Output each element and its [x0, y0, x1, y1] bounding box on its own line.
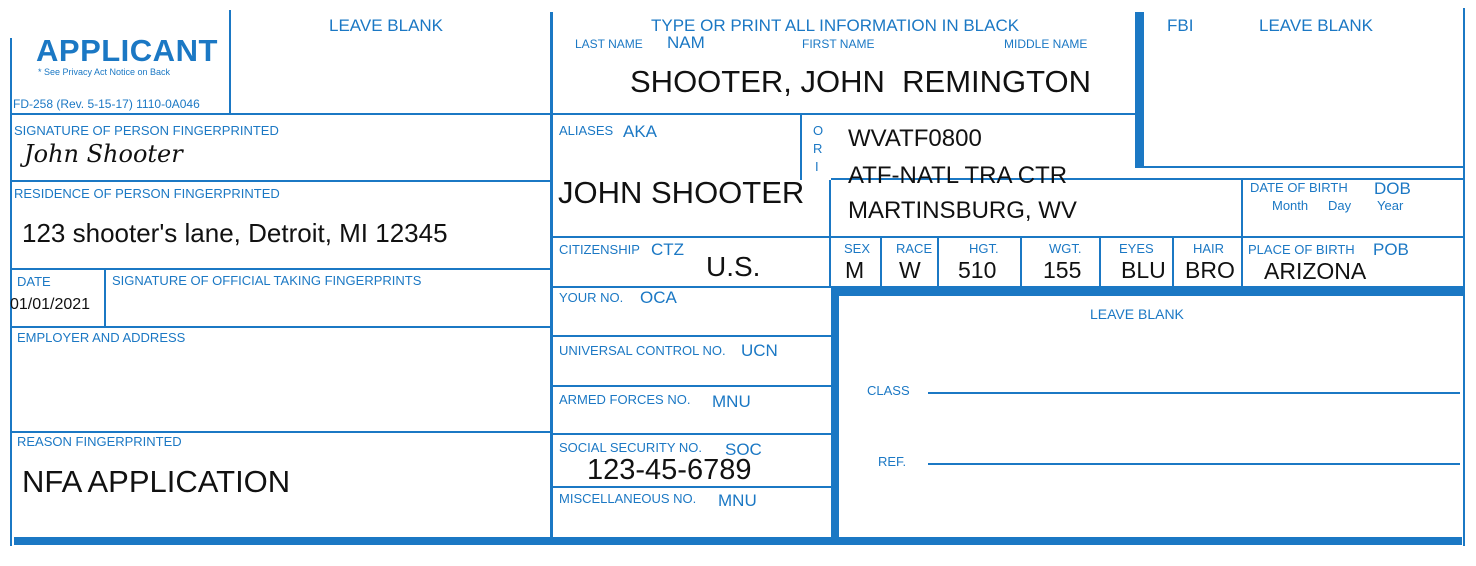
- dob-month-label: Month: [1272, 198, 1309, 213]
- aliases-label: ALIASES: [559, 123, 614, 138]
- citizenship-code: CTZ: [651, 240, 685, 259]
- weight-value[interactable]: 155: [1043, 257, 1082, 283]
- ori-letter-i: I: [815, 159, 819, 174]
- h-name-bottom: [553, 113, 1137, 115]
- h-right-soc: [553, 486, 831, 488]
- h-leave-blank-top: [831, 286, 1465, 296]
- pob-value[interactable]: ARIZONA: [1264, 258, 1367, 284]
- ucn-code: UCN: [741, 341, 778, 360]
- your-no-code: OCA: [640, 288, 677, 307]
- h-right-oca: [553, 335, 831, 337]
- eyes-value[interactable]: BLU: [1121, 257, 1166, 283]
- pob-code: POB: [1373, 240, 1409, 259]
- sex-label: SEX: [844, 241, 871, 256]
- class-line: [928, 392, 1460, 394]
- reason-value[interactable]: NFA APPLICATION: [22, 464, 291, 499]
- applicant-title: APPLICANT: [36, 33, 218, 68]
- ori-line-2[interactable]: ATF-NATL TRA CTR: [848, 162, 1068, 189]
- v-hair-pob: [1241, 238, 1243, 286]
- dob-day-label: Day: [1328, 198, 1352, 213]
- print-instruction: TYPE OR PRINT ALL INFORMATION IN BLACK: [651, 16, 1020, 35]
- ssn-value[interactable]: 123-45-6789: [587, 454, 752, 486]
- fbi-leave-blank: LEAVE BLANK: [1259, 16, 1374, 35]
- citizenship-value[interactable]: U.S.: [706, 251, 761, 282]
- v-hgt-wgt: [1020, 238, 1022, 286]
- fbi-label: FBI: [1167, 16, 1194, 35]
- h-left-2: [10, 180, 553, 182]
- citizenship-label: CITIZENSHIP: [559, 242, 640, 257]
- race-value[interactable]: W: [899, 257, 921, 283]
- ori-line-3[interactable]: MARTINSBURG, WV: [848, 197, 1077, 224]
- h-ctz-top: [553, 236, 1465, 238]
- h-left-5: [10, 431, 553, 433]
- v-fbi-left: [1135, 12, 1144, 168]
- ori-letter-o: O: [813, 123, 824, 138]
- armed-forces-label: ARMED FORCES NO.: [559, 392, 691, 407]
- race-label: RACE: [896, 241, 933, 256]
- height-label: HGT.: [969, 241, 999, 256]
- full-name-value[interactable]: SHOOTER, JOHN REMINGTON: [630, 64, 1092, 99]
- h-right-ucn: [553, 385, 831, 387]
- v-date-divider: [104, 270, 106, 326]
- h-fbi-bottom: [1140, 166, 1465, 168]
- employer-label: EMPLOYER AND ADDRESS: [17, 330, 186, 345]
- signature-person-value[interactable]: John Shooter: [24, 140, 183, 168]
- h-right-mnu: [553, 433, 831, 435]
- hair-label: HAIR: [1193, 241, 1225, 256]
- v-ori-left: [800, 115, 802, 180]
- armed-forces-code: MNU: [712, 392, 751, 411]
- bottom-border: [14, 537, 1462, 545]
- signature-person-label: SIGNATURE OF PERSON FINGERPRINTED: [14, 123, 279, 138]
- v-ctz-right: [829, 238, 831, 286]
- ori-line-1[interactable]: WVATF0800: [848, 125, 982, 152]
- residence-label: RESIDENCE OF PERSON FINGERPRINTED: [14, 186, 280, 201]
- eyes-label: EYES: [1119, 241, 1154, 256]
- v-dob-left: [1241, 180, 1243, 236]
- v-wgt-eyes: [1099, 238, 1101, 286]
- ori-letter-r: R: [813, 141, 823, 156]
- ref-line: [928, 463, 1460, 465]
- h-left-4: [10, 326, 553, 328]
- h-ctz-bottom: [553, 286, 833, 288]
- form-number: FD-258 (Rev. 5-15-17) 1110-0A046: [13, 97, 200, 111]
- dob-year-label: Year: [1377, 198, 1404, 213]
- signature-official-label: SIGNATURE OF OFFICIAL TAKING FINGERPRINTS: [112, 273, 422, 288]
- name-code: NAM: [667, 33, 705, 52]
- ssn-code: SOC: [725, 440, 762, 459]
- right-border: [1463, 8, 1465, 546]
- pob-label: PLACE OF BIRTH: [1248, 242, 1355, 257]
- date-value[interactable]: 01/01/2021: [10, 296, 91, 313]
- v-applicant-divider: [229, 10, 231, 113]
- weight-label: WGT.: [1049, 241, 1082, 256]
- misc-label: MISCELLANEOUS NO.: [559, 491, 697, 506]
- leave-blank-top: LEAVE BLANK: [329, 16, 444, 35]
- ref-label: REF.: [878, 454, 907, 469]
- v-race-hgt: [937, 238, 939, 286]
- sex-value[interactable]: M: [845, 257, 865, 283]
- first-name-label: FIRST NAME: [802, 37, 875, 51]
- reason-label: REASON FINGERPRINTED: [17, 434, 182, 449]
- v-ori-right: [829, 180, 831, 236]
- residence-value[interactable]: 123 shooter's lane, Detroit, MI 12345: [22, 218, 448, 248]
- ssn-label: SOCIAL SECURITY NO.: [559, 440, 703, 455]
- h-left-1: [10, 113, 553, 115]
- date-label: DATE: [17, 274, 51, 289]
- dob-code: DOB: [1374, 179, 1411, 198]
- v-main-left: [550, 12, 553, 538]
- ucn-label: UNIVERSAL CONTROL NO.: [559, 343, 726, 358]
- last-name-label: LAST NAME: [575, 37, 643, 51]
- v-eyes-hair: [1172, 238, 1174, 286]
- height-value[interactable]: 510: [958, 257, 997, 283]
- leave-blank-box-title: LEAVE BLANK: [1090, 306, 1184, 322]
- v-sex-race: [880, 238, 882, 286]
- your-no-label: YOUR NO.: [559, 290, 624, 305]
- misc-code: MNU: [718, 491, 757, 510]
- dob-label: DATE OF BIRTH: [1250, 180, 1348, 195]
- hair-value[interactable]: BRO: [1185, 257, 1235, 283]
- h-left-3: [10, 268, 553, 270]
- privacy-note: * See Privacy Act Notice on Back: [38, 67, 171, 77]
- aliases-code: AKA: [623, 122, 658, 141]
- v-leave-blank-left: [831, 286, 839, 541]
- class-label: CLASS: [867, 383, 910, 398]
- middle-name-label: MIDDLE NAME: [1004, 37, 1088, 51]
- aliases-value[interactable]: JOHN SHOOTER: [558, 175, 805, 210]
